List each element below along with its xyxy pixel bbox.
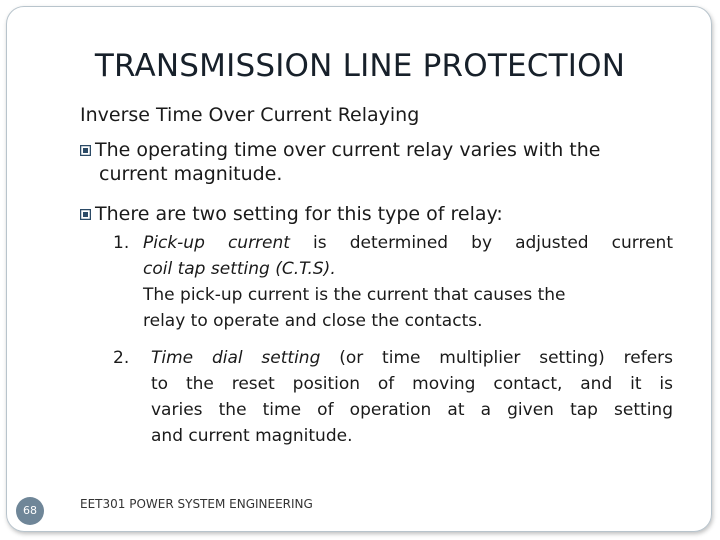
item-2-line-4: and current magnitude.: [151, 426, 353, 446]
item-2-number: 2.: [113, 348, 130, 368]
footer-text: EET301 POWER SYSTEM ENGINEERING: [80, 497, 313, 511]
slide-title: TRANSMISSION LINE PROTECTION: [94, 48, 626, 84]
item-2-line-1: [151, 345, 673, 371]
bullet-1-line-1: The operating time over current relay varies with the: [95, 139, 601, 161]
item-1-desc-2: relay to operate and close the contacts.: [143, 311, 483, 331]
item-1-term-2: coil tap setting (C.T.S).: [143, 259, 336, 279]
bullet-item-2: [80, 202, 680, 226]
item-1-desc-1: The pick-up current is the current that causes the: [143, 285, 566, 305]
bullet-1-line-2: current magnitude.: [99, 163, 283, 185]
item-1-term: Pick-up current: [143, 233, 290, 253]
section-heading: Inverse Time Over Current Relaying: [80, 104, 420, 126]
bullet-item-1: [80, 138, 680, 186]
item-2-rest: (or time multiplier setting) refers: [320, 348, 673, 368]
checkbox-bullet-icon: [80, 209, 91, 220]
numbered-item-1: [113, 230, 673, 334]
checkbox-bullet-icon: [80, 145, 91, 156]
page-number-badge: 68: [16, 497, 44, 525]
item-2-line-2: to the reset position of moving contact, and it is: [151, 374, 673, 394]
numbered-item-2: [113, 345, 673, 449]
item-2-term: Time dial setting: [151, 348, 321, 368]
item-2-line-3: varies the time of operation at a given tap setting: [151, 400, 673, 420]
item-1-rest: is determined by adjusted current: [289, 233, 673, 253]
item-1-line-1: [143, 230, 673, 256]
item-1-number: 1.: [113, 233, 130, 253]
bullet-2-text: There are two setting for this type of relay:: [95, 203, 503, 225]
